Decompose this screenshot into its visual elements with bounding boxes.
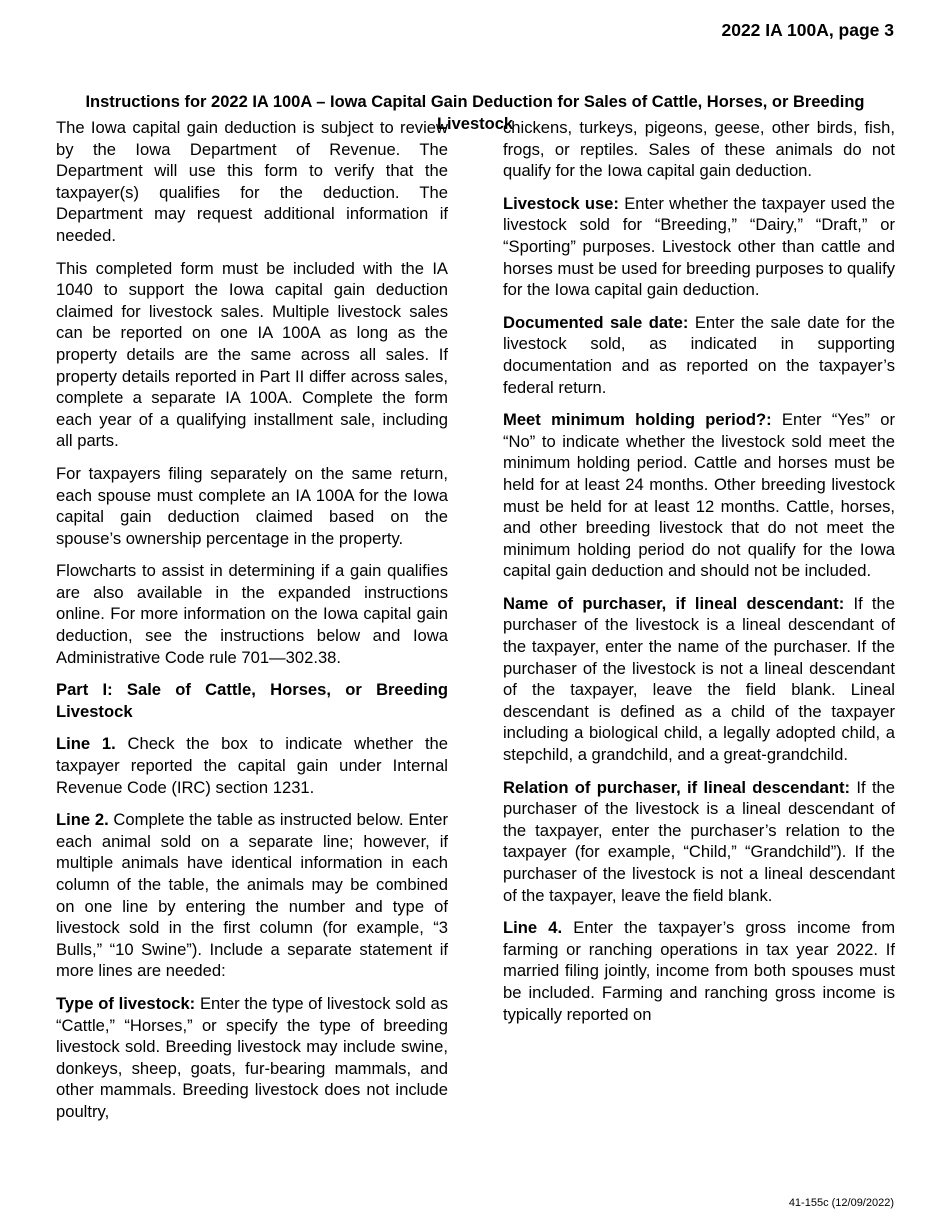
right-column [503,117,895,1036]
instruction-paragraph [56,117,448,247]
paragraph-text: Enter the sale date for the livestock sold, as indicated in supporting documentation and as reported on the taxpayer’s federal return. [503,312,896,397]
paragraph-text: Check the box to indicate whether the taxpayer reported the capital gain under Internal Revenue Code (IRC) section 1231. [56,734,449,797]
instruction-paragraph [503,117,895,182]
paragraph-text: Enter the taxpayer’s gross income from farming or ranching operations in tax year 2022. If married filing jointly, income from both spouses must be included. Farming and ranching gross income is typically reported on [503,918,896,1024]
instruction-paragraph [56,463,448,549]
paragraph-text: Flowcharts to assist in determining if a gain qualifies are also available in the expanded instructions online. For more information on the Iowa capital gain deduction, see the instructions below and Iowa Administrative Code rule 701—302.38. [56,561,448,667]
paragraph-text: The Iowa capital gain deduction is subject to review by the Iowa Department of Revenue. The Department will use this form to verify that the taxpayer(s) qualifies for the deduction. The Department may request additional information if needed. [56,118,448,245]
paragraph-text: If the purchaser of the livestock is a lineal descendant of the taxpayer, enter the name of the purchaser. If the purchaser of the livestock is not a lineal descendant of the taxpayer, leave the field blank. Lineal descendant is defined as a child of the taxpayer including a biological child, a legally adopted child, a stepchild, a grandchild, and a great-grandchild. [503,593,895,765]
paragraph-heading: Line 1. [56,734,116,754]
instruction-paragraph [503,777,895,907]
instruction-paragraph [56,258,448,452]
document-title: Instructions for 2022 IA 100A – Iowa Capital Gain Deduction for Sales of Cattle, Horses, or Breeding Livestock [85,93,865,133]
instruction-paragraph [56,993,448,1123]
instruction-paragraph [503,917,895,1025]
paragraph-text: If the purchaser of the livestock is a lineal descendant of the taxpayer, enter the purchaser’s relation to the taxpayer (for example, “Child,” “Grandchild”). If the purchaser of the livestock is not a lineal descendant of the taxpayer, leave the field blank. [503,777,896,905]
paragraph-text: For taxpayers filing separately on the same return, each spouse must complete an IA 100A for the Iowa capital gain deduction claimed based on the spouse’s ownership percentage in the property. [56,463,448,548]
paragraph-text: chickens, turkeys, pigeons, geese, other birds, fish, frogs, or reptiles. Sales of these animals do not qualify for the Iowa capital gain deduction. [503,118,895,181]
left-column [56,117,448,1134]
form-number-footer: 41-155c (12/09/2022) [788,1197,894,1209]
paragraph-text: This completed form must be included with the IA 1040 to support the Iowa capital gain deduction claimed for livestock sales. Multiple livestock sales can be reported on one IA 100A as long as the property details are the same across all sales. If property details reported in Part II differ across sales, complete a separate IA 100A. Complete the form each year of a qualifying installment sale, including all parts. [56,258,448,451]
instruction-paragraph [56,560,448,668]
paragraph-text: Complete the table as instructed below. Enter each animal sold on a separate line; however, if multiple animals have identical information in each column of the table, the animals may be combined on one line by entering the number and type of livestock sold in the first column (for example, “3 Bulls,” “10 Swine”). Include a separate statement if more lines are needed: [56,810,448,981]
paragraph-heading: Relation of purchaser, if lineal descendant: [503,777,851,797]
paragraph-heading: Type of livestock: [56,993,196,1013]
paragraph-heading: Livestock use: [503,193,619,213]
paragraph-heading: Line 2. [56,810,109,830]
instruction-paragraph [503,409,895,582]
paragraph-text: Enter “Yes” or “No” to indicate whether the livestock sold meet the minimum holding period. Cattle and horses must be held for at least 24 months. Other breeding livestock must be held for at least 12 months. Cattle, horses, and other breeding livestock that do not meet the minimum holding period do not qualify for the Iowa capital gain deduction and should not be included. [503,410,895,581]
paragraph-text: Enter whether the taxpayer used the livestock sold for “Breeding,” “Dairy,” “Draft,” or “Sporting” purposes. Livestock other than cattle and horses must be used for breeding purposes to qualify for the Iowa capital gain deduction. [503,193,895,300]
paragraph-heading: Name of purchaser, if lineal descendant: [503,593,845,613]
instruction-paragraph [56,809,448,982]
instruction-paragraph [503,312,895,398]
instruction-paragraph [56,679,448,722]
paragraph-heading: Meet minimum holding period?: [503,410,772,430]
paragraph-heading: Documented sale date: [503,312,689,332]
instruction-paragraph [503,593,895,766]
instruction-paragraph [503,193,895,301]
instruction-paragraph [56,733,448,798]
paragraph-heading: Part I: Sale of Cattle, Horses, or Breeding Livestock [56,680,448,721]
paragraph-text: Enter the type of livestock sold as “Cattle,” “Horses,” or specify the type of breeding livestock sold. Breeding livestock may include swine, donkeys, sheep, goats, fur-bearing mammals, and other mammals. Breeding livestock does not include poultry, [56,993,448,1121]
paragraph-heading: Line 4. [503,918,563,938]
page-header: 2022 IA 100A, page 3 [721,20,894,40]
